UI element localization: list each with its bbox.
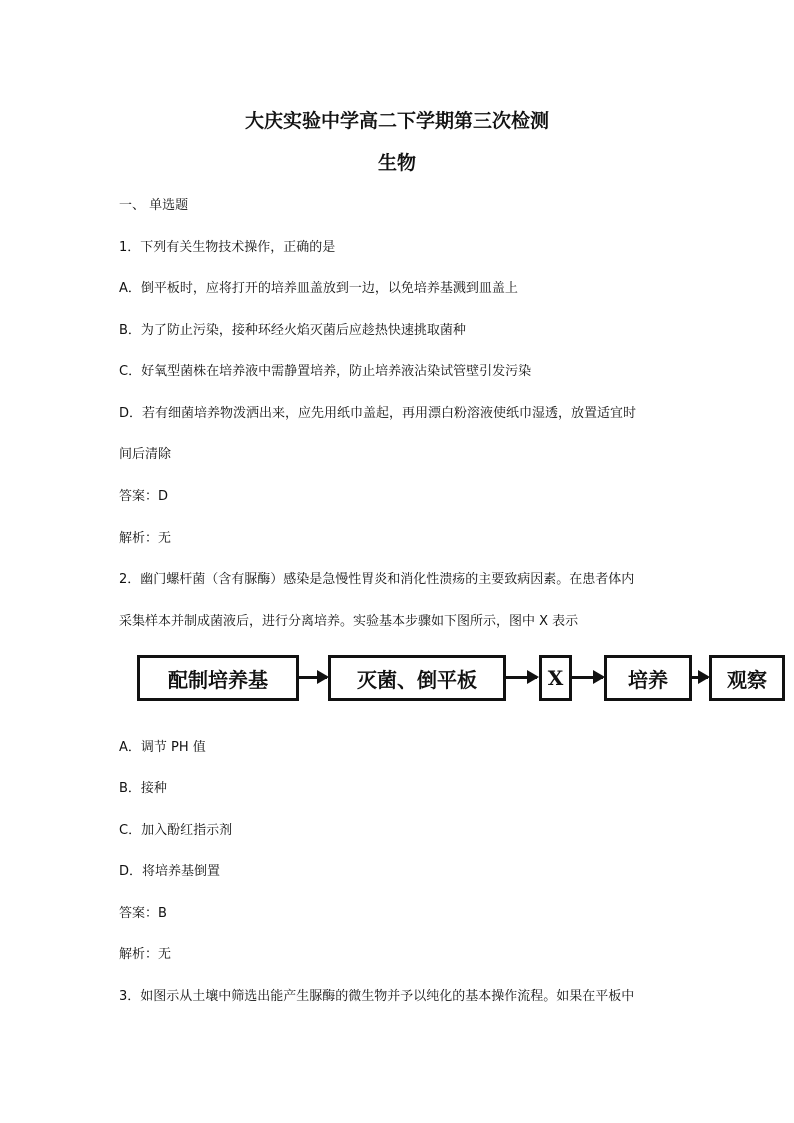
q1-stem: 1．下列有关生物技术操作，正确的是: [119, 240, 336, 255]
q1-option-a: A．倒平板时，应将打开的培养皿盖放到一边，以免培养基溅到皿盖上: [119, 281, 518, 296]
flow-step-3: X: [539, 655, 572, 701]
flow-arrow-2: [506, 676, 537, 679]
q2-option-b: B．接种: [119, 781, 167, 796]
q1-option-d-cont: 间后清除: [119, 447, 172, 462]
q2-option-c: C．加入酚红指示剂: [119, 823, 233, 838]
q1-option-b: B．为了防止污染，接种环经火焰灭菌后应趁热快速挑取菌种: [119, 323, 466, 338]
q2-stem: 2．幽门螺杆菌（含有脲酶）感染是急慢性胃炎和消化性溃疡的主要致病因素。在患者体内: [119, 572, 635, 587]
q2-answer: 答案：B: [119, 906, 167, 921]
q2-analysis: 解析：无: [119, 947, 172, 962]
q1-option-c: C．好氧型菌株在培养液中需静置培养，防止培养液沾染试管壁引发污染: [119, 364, 532, 379]
flow-step-1: 配制培养基: [137, 655, 299, 701]
q2-option-d: D．将培养基倒置: [119, 864, 221, 879]
flow-step-5: 观察: [709, 655, 785, 701]
flow-step-2: 灭菌、倒平板: [328, 655, 506, 701]
flow-arrow-1: [299, 676, 327, 679]
flow-step-4: 培养: [604, 655, 692, 701]
q1-answer: 答案：D: [119, 489, 169, 504]
q2-stem-cont: 采集样本并制成菌液后，进行分离培养。实验基本步骤如下图所示，图中 X 表示: [119, 614, 579, 629]
document-title: 大庆实验中学高二下学期第三次检测: [244, 110, 549, 132]
experiment-flowchart: [137, 655, 787, 707]
flow-arrow-4: [692, 676, 708, 679]
q2-option-a: A．调节 PH 值: [119, 740, 206, 755]
q1-option-d: D．若有细菌培养物泼洒出来，应先用纸巾盖起，再用漂白粉溶液使纸巾湿透，放置适宜时: [119, 406, 637, 421]
q3-stem: 3．如图示从土壤中筛选出能产生脲酶的微生物并予以纯化的基本操作流程。如果在平板中: [119, 989, 635, 1004]
document-subtitle: 生物: [377, 152, 416, 174]
section-heading: 一、 单选题: [119, 198, 189, 213]
q1-analysis: 解析：无: [119, 531, 172, 546]
flow-arrow-3: [572, 676, 603, 679]
